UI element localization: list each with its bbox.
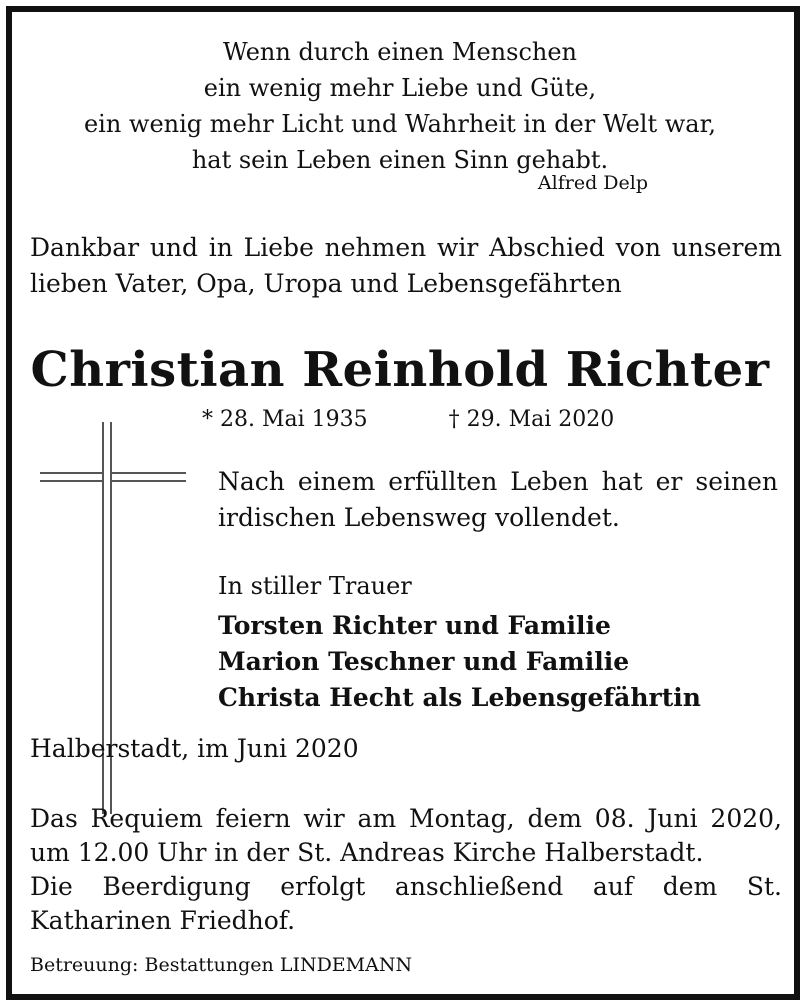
family-member: Marion Teschner und Familie bbox=[218, 647, 630, 676]
burial-text: Die Beerdigung erfolgt anschließend auf dem St. Katharinen Friedhof. bbox=[30, 872, 782, 935]
family-list bbox=[218, 608, 701, 716]
birth-date: * 28. Mai 1935 bbox=[202, 407, 368, 432]
quote-line: hat sein Leben einen Sinn gehabt. bbox=[191, 146, 609, 174]
family-member: Torsten Richter und Familie bbox=[218, 611, 611, 640]
quote bbox=[12, 34, 788, 178]
life-dates bbox=[202, 407, 614, 432]
intro-text: Dankbar und in Liebe nehmen wir Abschied von unserem lieben Vater, Opa, Uropa und Lebensgefährten bbox=[30, 233, 782, 298]
death-date: † 29. Mai 2020 bbox=[448, 407, 615, 432]
mourning-label: In stiller Trauer bbox=[218, 572, 412, 600]
place-date: Halberstadt, im Juni 2020 bbox=[30, 734, 359, 763]
funeral-home: Betreuung: Bestattungen LINDEMANN bbox=[30, 954, 413, 976]
life-text: Nach einem erfüllten Leben hat er seinen irdischen Lebensweg vollendet. bbox=[218, 467, 778, 532]
requiem-text: Das Requiem feiern wir am Montag, dem 08. Juni 2020, um 12.00 Uhr in der St. Andreas Kirche Halberstadt. bbox=[30, 804, 782, 867]
obituary-notice bbox=[12, 12, 788, 988]
family-member: Christa Hecht als Lebensgefährtin bbox=[218, 683, 701, 712]
service-info bbox=[30, 802, 782, 938]
quote-line: ein wenig mehr Licht und Wahrheit in der Welt war, bbox=[83, 110, 717, 138]
quote-line: Wenn durch einen Menschen bbox=[222, 38, 577, 66]
quote-line: ein wenig mehr Liebe und Güte, bbox=[203, 74, 597, 102]
quote-author: Alfred Delp bbox=[537, 172, 648, 194]
deceased-name: Christian Reinhold Richter bbox=[30, 342, 770, 398]
